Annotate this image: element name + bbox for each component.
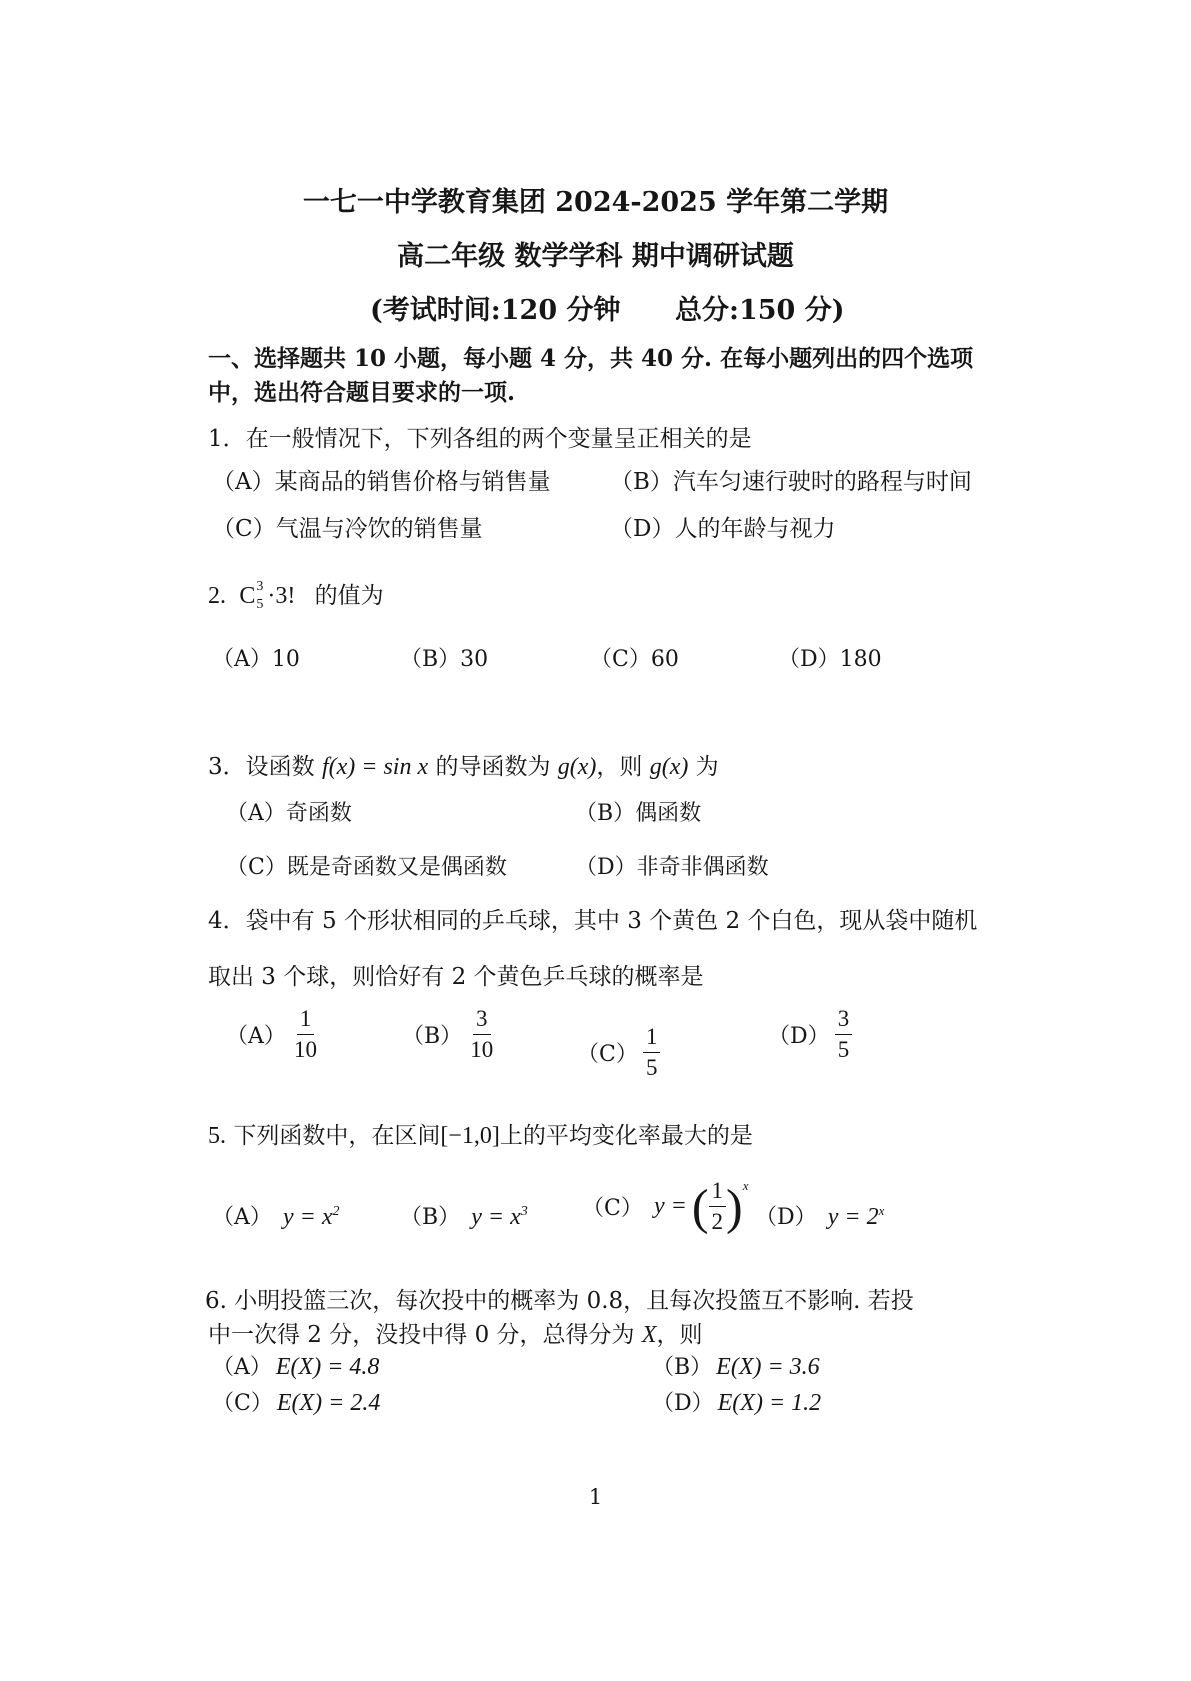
- q5-left-paren: (: [691, 1178, 709, 1235]
- q5-stem: 5. 下列函数中，在区间[−1,0]上的平均变化率最大的是: [208, 1123, 753, 1149]
- q1-option-b: （B）汽车匀速行驶时的路程与时间: [610, 469, 972, 495]
- q5-option-c: （C） y = ( $\frac{1}{2}$ )$^x$: [582, 1178, 749, 1235]
- q5-option-b: （B） $y = x^3$: [400, 1204, 528, 1230]
- q3-function-f: f(x) = sin x: [321, 754, 429, 780]
- q4-fraction-b: $\frac{3}{10}$: [470, 1006, 494, 1062]
- q1-option-c: （C）气温与冷饮的销售量: [212, 516, 483, 542]
- q4-option-c: （C） $\frac{1}{5}$: [577, 1024, 660, 1081]
- q4-option-d: （D） $\frac{3}{5}$: [768, 1006, 852, 1063]
- q3-option-d: （D）非奇非偶函数: [575, 855, 769, 880]
- q3-option-a: （A）奇函数: [226, 801, 352, 826]
- q6-option-d: （D） E(X) = 1.2: [652, 1390, 822, 1416]
- q6-variable-x: X: [641, 1322, 657, 1348]
- q6-option-a: （A） E(X) = 4.8: [212, 1354, 380, 1380]
- q3-function-g: g(x): [557, 754, 597, 780]
- q5-expr-a: $y = x^2$: [282, 1204, 340, 1230]
- q5-number: 5.: [208, 1123, 226, 1149]
- q4-stem-line-1: 4．袋中有 5 个形状相同的乒乓球，其中 3 个黄色 2 个白色，现从袋中随机: [208, 908, 978, 934]
- q5-option-a: （A） $y = x^2$: [212, 1204, 340, 1230]
- header-line-2: 高二年级 数学学科 期中调研试题: [397, 241, 794, 272]
- q5-fraction-c: $\frac{1}{2}$: [709, 1178, 727, 1235]
- section-heading-line-1: 一、选择题共 10 小题，每小题 4 分，共 40 分. 在每小题列出的四个选项: [208, 345, 974, 372]
- q5-option-d: （D） $y = 2^x$: [755, 1203, 885, 1230]
- q4-fraction-a: $\frac{1}{10}$: [293, 1006, 317, 1062]
- q5-right-paren: ): [726, 1178, 743, 1235]
- q5-expr-c-lhs: y =: [653, 1193, 687, 1219]
- q4-fraction-c: $\frac{1}{5}$: [643, 1024, 661, 1081]
- q5-interval: [−1,0]: [440, 1123, 500, 1149]
- q2-option-a: （A）10: [212, 647, 300, 672]
- q3-stem: 3．设函数 f(x) = sin x 的导函数为 g(x)，则 g(x) 为: [208, 754, 719, 780]
- q2-stem-text: 的值为: [314, 583, 384, 609]
- q2-option-c: （C）60: [590, 647, 679, 672]
- section-heading-line-2: 中，选出符合题目要求的一项.: [208, 379, 516, 406]
- q4-option-a: （A） $\frac{1}{10}$: [226, 1006, 320, 1063]
- q1-option-d: （D）人的年龄与视力: [610, 516, 836, 542]
- q1-stem: 1．在一般情况下，下列各组的两个变量呈正相关的是: [208, 426, 752, 452]
- q4-fraction-d: $\frac{3}{5}$: [835, 1006, 853, 1063]
- total-score: 总分:150 分): [675, 295, 845, 326]
- q3-option-c: （C）既是奇函数又是偶函数: [226, 855, 507, 880]
- q2-number: 2.: [208, 583, 226, 609]
- q6-option-b: （B） E(X) = 3.6: [652, 1354, 820, 1380]
- q2-option-b: （B）30: [400, 647, 489, 672]
- exam-time: (考试时间:120 分钟: [370, 295, 621, 326]
- q6-stem-line-1: 6. 小明投篮三次，每次投中的概率为 0.8，且每次投篮互不影响. 若投: [205, 1288, 914, 1314]
- q2-option-d: （D）180: [778, 647, 882, 672]
- q4-option-b: （B） $\frac{3}{10}$: [402, 1006, 496, 1063]
- q5-expr-b: $y = x^3$: [471, 1204, 528, 1230]
- q5-expr-d: $y = 2^x$: [827, 1203, 885, 1230]
- header-line-1: 一七一中学教育集团 2024-2025 学年第二学期: [302, 187, 889, 218]
- q6-stem-line-2: 中一次得 2 分，没投中得 0 分，总得分为 X，则: [208, 1322, 703, 1348]
- q6-option-c: （C） E(X) = 2.4: [212, 1390, 381, 1416]
- q2-stem: [208, 577, 384, 610]
- q3-function-g-2: g(x): [649, 754, 689, 780]
- q5-exponent-c: x: [742, 1178, 749, 1193]
- q2-combination: C 3 5 ·3!: [239, 579, 296, 612]
- q4-stem-line-2: 取出 3 个球，则恰好有 2 个黄色乒乓球的概率是: [208, 964, 704, 990]
- page-number: 1: [588, 1485, 603, 1509]
- q1-option-a: （A）某商品的销售价格与销售量: [212, 469, 551, 495]
- q3-option-b: （B）偶函数: [575, 801, 702, 826]
- q3-number: 3．: [208, 754, 246, 780]
